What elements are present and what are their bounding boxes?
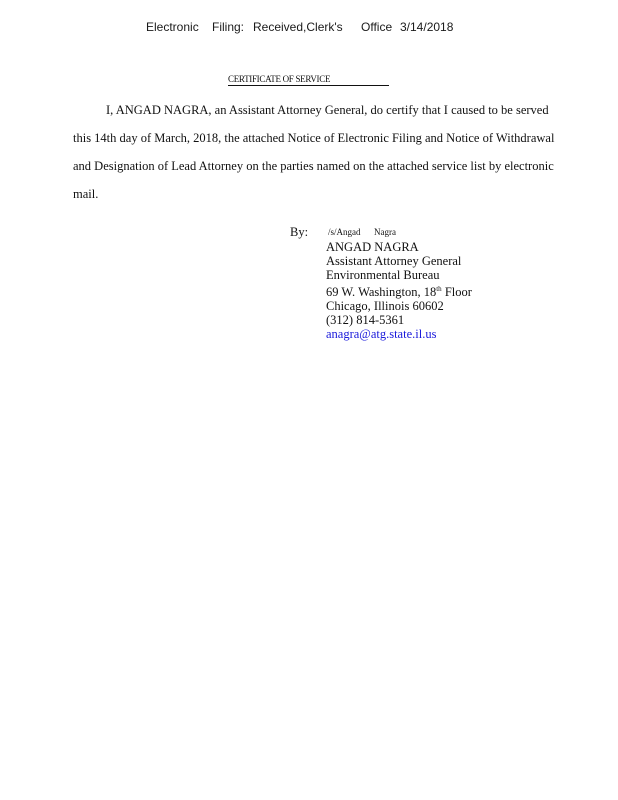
signer-name: ANGAD NAGRA	[326, 240, 419, 254]
filing-header-office: Office	[361, 20, 393, 34]
signer-city: Chicago, Illinois 60602	[326, 299, 444, 313]
filing-header-electronic: Electronic	[146, 20, 199, 34]
by-label: By:	[290, 225, 309, 239]
filing-header-date: 3/14/2018	[400, 20, 454, 34]
body-line: this 14th day of March, 2018, the attached Notice of Electronic Filing and Notice of Withdrawal	[73, 131, 555, 145]
signature-last: Nagra	[374, 227, 396, 237]
body-line: mail.	[73, 187, 99, 201]
signer-bureau: Environmental Bureau	[326, 268, 440, 282]
body-line: and Designation of Lead Attorney on the parties named on the attached service list by electronic	[73, 159, 554, 173]
signature-block	[326, 240, 472, 341]
filing-header	[146, 20, 453, 34]
signer-address: 69 W. Washington, 18th Floor	[326, 285, 472, 299]
body-line: I, ANGAD NAGRA, an Assistant Attorney General, do certify that I caused to be served	[106, 103, 549, 117]
filing-header-received: Received,Clerk's	[253, 20, 343, 34]
signer-phone: (312) 814-5361	[326, 313, 405, 327]
filing-header-filing: Filing:	[212, 20, 245, 34]
certificate-title-underline	[228, 85, 389, 86]
signature-first: /s/Angad	[328, 227, 361, 237]
signer-position: Assistant Attorney General	[326, 254, 462, 268]
certificate-body	[73, 96, 603, 208]
signer-email: anagra@atg.state.il.us	[326, 327, 437, 341]
electronic-signature	[328, 227, 396, 237]
certificate-title: CERTIFICATE OF SERVICE	[228, 74, 331, 84]
